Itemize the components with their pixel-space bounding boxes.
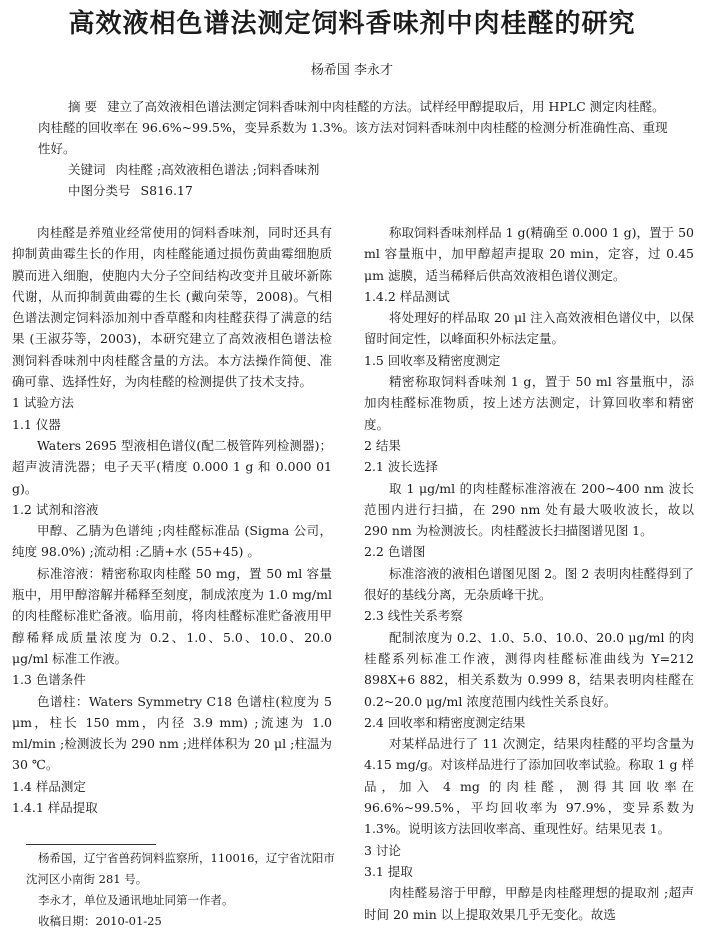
body-paragraph: 色谱柱：Waters Symmetry C18 色谱柱(粒度为 5 μm，柱长 150 mm，内径 3.9 mm) ;流速为 1.0 ml/min ;检测波长为 290 nm ;进样体积为 20 μl ;柱温为 30 ℃。	[12, 693, 332, 773]
keywords-line	[38, 159, 668, 180]
section-heading: 1.1 仪器	[12, 416, 61, 432]
article-title: 高效液相色谱法测定饲料香味剂中肉桂醛的研究	[68, 9, 636, 39]
body-paragraph: 标准溶液的液相色谱图见图 2。图 2 表明肉桂醛得到了很好的基线分离，无杂质峰干扰。	[364, 565, 694, 603]
footnote-line: 收稿日期：2010-01-25	[38, 914, 162, 928]
abstract-text: 建立了高效液相色谱法测定饲料香味剂中肉桂醛的方法。试样经甲醇提取后，用 HPLC 测定肉桂醛。肉桂醛的回收率在 96.6%~99.5%，变异系数为 1.3%。该方法对饲料香味剂中肉桂醛的检测分析准确性高、重现性好。	[38, 99, 668, 156]
body-paragraph: 取 1 μg/ml 的肉桂醛标准溶液在 200~400 nm 波长范围内进行扫描，在 290 nm 处有最大吸收波长，故以 290 nm 为检测波长。肉桂醛波长扫描图谱见图 1。	[364, 480, 694, 539]
footnote-divider	[26, 844, 156, 845]
body-paragraph: 肉桂醛易溶于甲醇，甲醇是肉桂醛理想的提取剂 ;超声时间 20 min 以上提取效果几乎无变化。故选	[364, 885, 694, 922]
classification-line	[38, 180, 668, 201]
body-paragraph: 对某样品进行了 11 次测定，结果肉桂醛的平均含量为 4.15 mg/g。对该样品进行了添加回收率试验。称取 1 g 样品，加入 4 mg 的肉桂醛，测得其回收率在 96.6%~99.5%，平均回收率为 97.9%，变异系数为 1.3%。说明该方法回收率高、重现性好。结果见表 1。	[364, 736, 694, 837]
section-heading: 2.3 线性关系考察	[364, 608, 463, 624]
body-paragraph: 精密称取饲料香味剂 1 g，置于 50 ml 容量瓶中，添加肉桂醛标准物质，按上述方法测定，计算回收率和精密度。	[364, 374, 694, 432]
body-paragraph: 甲醇、乙腈为色谱纯 ;肉桂醛标准品 (Sigma 公司，纯度 98.0%) ;流动相 :乙腈+水 (55+45) 。	[12, 523, 332, 560]
section-heading: 2.2 色谱图	[364, 544, 426, 560]
section-heading: 2 结果	[364, 437, 401, 453]
section-heading: 1 试验方法	[12, 395, 74, 411]
body-paragraph: 配制浓度为 0.2、1.0、5.0、10.0、20.0 μg/ml 的肉桂醛系列标准工作液，测得肉桂醛标准曲线为 Y=212 898X+6 882，相关系数为 0.999 8，结果表明肉桂醛在 0.2~20.0 μg/ml 浓度范围内线性关系良好。	[364, 629, 694, 709]
body-paragraph: 肉桂醛是养殖业经常使用的饲料香味剂，同时还具有抑制黄曲霉生长的作用，肉桂醛能通过损伤黄曲霉细胞质膜而进入细胞，使胞内大分子空间结构改变并且破坏新陈代谢，从而抑制黄曲霉的生长 (戴向荣等，2008)。气相色谱法测定饲料添加剂中香草醛和肉桂醛获得了满意的结果 (王淑芬等，2003)，本研究建立了高效液相色谱法检测饲料香味剂中肉桂醛含量的方法。本方法操作简便、准确可靠、选择性好，为肉桂醛的检测提供了技术支持。	[12, 225, 332, 390]
body-paragraph: Waters 2695 型液相色谱仪(配二极管阵列检测器)；超声波清洗器；电子天平(精度 0.000 1 g 和 0.000 01 g)。	[12, 437, 332, 496]
section-heading: 1.2 试剂和溶液	[12, 501, 99, 517]
author-line: 杨希国 李永才	[310, 63, 394, 78]
section-heading: 1.4.1 样品提取	[12, 800, 98, 816]
section-heading: 3 讨论	[364, 842, 401, 858]
section-heading: 1.4.2 样品测试	[364, 288, 450, 304]
abstract-block	[38, 96, 668, 201]
body-paragraph: 标准溶液：精密称取肉桂醛 50 mg，置 50 ml 容量瓶中，用甲醇溶解并稀释至刻度，制成浓度为 1.0 mg/ml 的肉桂醛标准贮备液。临用前，将肉桂醛标准贮备液用甲醇稀释成质量浓度为 0.2、1.0、5.0、10.0、20.0 μg/ml 标准工作液。	[12, 565, 332, 666]
classification-value: S816.17	[140, 183, 193, 198]
abstract-label: 摘 要	[68, 99, 97, 114]
body-left-column	[12, 222, 332, 818]
keywords-text: 肉桂醛 ;高效液相色谱法 ;饲料香味剂	[115, 162, 320, 177]
body-right-column	[364, 222, 694, 925]
classification-label: 中图分类号	[68, 183, 131, 198]
footnote-line: 李永才，单位及通讯地址同第一作者。	[38, 893, 234, 907]
footnotes	[26, 848, 346, 932]
section-heading: 1.5 回收率及精密度测定	[364, 352, 501, 368]
section-heading: 2.4 回收率和精密度测定结果	[364, 714, 526, 730]
keywords-label: 关键词	[68, 162, 106, 177]
body-paragraph: 将处理好的样品取 20 μl 注入高效液相色谱仪中，以保留时间定性，以峰面积外标法定量。	[364, 310, 694, 347]
section-heading: 3.1 提取	[364, 863, 413, 879]
section-heading: 1.4 样品测定	[12, 778, 86, 794]
section-heading: 1.3 色谱条件	[12, 672, 86, 688]
body-paragraph: 称取饲料香味剂样品 1 g(精确至 0.000 1 g)，置于 50 ml 容量瓶中，加甲醇超声提取 20 min，定容，过 0.45 μm 滤膜，适当稀释后供高效液相色谱仪测定。	[364, 225, 694, 283]
footnote-line: 杨希国，辽宁省兽药饲料监察所，110016，辽宁省沈阳市沈河区小南街 281 号。	[26, 851, 335, 886]
abstract-paragraph	[38, 96, 668, 159]
section-heading: 2.1 波长选择	[364, 459, 438, 475]
